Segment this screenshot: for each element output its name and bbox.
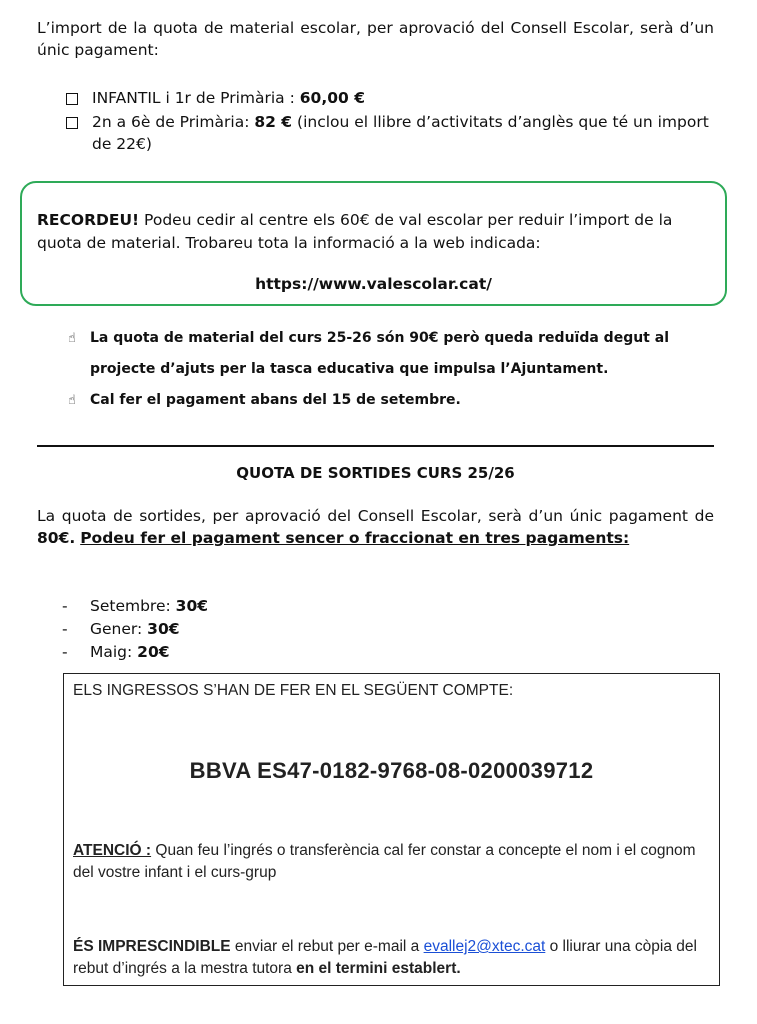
dash-bullet: - — [62, 620, 68, 638]
email-link[interactable]: evallej2@xtec.cat — [423, 938, 546, 955]
attention-note — [73, 840, 709, 884]
required-label: ÉS IMPRESCINDIBLE — [73, 938, 231, 955]
sortides-intro-text: La quota de sortides, per aprovació del Consell Escolar, serà d’un únic pagament de — [37, 507, 714, 525]
option-note: (inclou el llibre d’activitats d’anglès que té un import de 22€) — [92, 113, 709, 153]
checkbox-icon — [66, 117, 78, 129]
option-amount: 82 € — [254, 113, 293, 131]
attention-label: ATENCIÓ : — [73, 842, 152, 859]
required-text: enviar el rebut per e-mail a — [230, 938, 424, 955]
iban-number: BBVA ES47-0182-9768-08-0200039712 — [189, 758, 594, 783]
reminder-text — [37, 209, 714, 255]
checkbox-icon — [66, 93, 78, 105]
installment-month: Maig: — [90, 643, 138, 661]
installment-amount: 30€ — [175, 597, 209, 615]
dash-bullet: - — [62, 597, 68, 615]
sortides-heading: QUOTA DE SORTIDES CURS 25/26 — [236, 464, 515, 482]
installment-item — [62, 595, 208, 617]
note-text: Cal fer el pagament abans del 15 de setembre. — [90, 392, 461, 408]
installment-month: Setembre: — [90, 597, 176, 615]
note-item — [68, 385, 718, 416]
reminder-body: Podeu cedir al centre els 60€ de val escolar per reduir l’import de la quota de material. Trobareu tota la informació a la web indicada: — [37, 211, 673, 252]
option-label: 2n a 6è de Primària: — [92, 113, 255, 131]
note-text: La quota de material del curs 25-26 són 90€ però queda reduïda degut al projecte d’ajuts per la tasca educativa que impulsa l’Ajuntament. — [90, 330, 669, 377]
section-divider — [37, 445, 714, 447]
pointing-hand-icon: ☝ — [68, 331, 76, 346]
option-amount: 60,00 € — [299, 89, 365, 107]
bank-account-box — [63, 673, 720, 986]
option-infantil — [66, 87, 716, 109]
installment-month: Gener: — [90, 620, 148, 638]
valescolar-link[interactable]: https://www.valescolar.cat/ — [255, 275, 492, 293]
reminder-title: RECORDEU! — [37, 211, 140, 229]
pointing-hand-icon: ☝ — [68, 393, 76, 408]
required-note — [73, 936, 713, 980]
option-label: INFANTIL i 1r de Primària : — [92, 89, 300, 107]
required-text-2: o lliurar una còpia del rebut d’ingrés a la mestra tutora — [73, 938, 697, 977]
installment-item — [62, 641, 170, 663]
sortides-split-note: Podeu fer el pagament sencer o fraccionat en tres pagaments: — [80, 529, 630, 547]
account-header: ELS INGRESSOS S’HAN DE FER EN EL SEGÜENT COMPTE: — [73, 682, 514, 699]
sortides-total: 80€. — [37, 529, 76, 547]
dash-bullet: - — [62, 643, 68, 661]
material-intro: L’import de la quota de material escolar, per aprovació del Consell Escolar, serà d’un únic pagament: — [37, 19, 714, 59]
installment-amount: 20€ — [137, 643, 170, 661]
option-primaria — [66, 111, 716, 155]
deadline-text: en el termini establert. — [296, 960, 461, 977]
note-item — [68, 323, 718, 385]
reminder-box — [20, 181, 727, 306]
installment-item — [62, 618, 180, 640]
sortides-intro — [37, 505, 714, 549]
installment-amount: 30€ — [147, 620, 180, 638]
attention-text: Quan feu l’ingrés o transferència cal fer constar a concepte el nom i el cognom del vostre infant i el curs-grup — [73, 842, 696, 881]
